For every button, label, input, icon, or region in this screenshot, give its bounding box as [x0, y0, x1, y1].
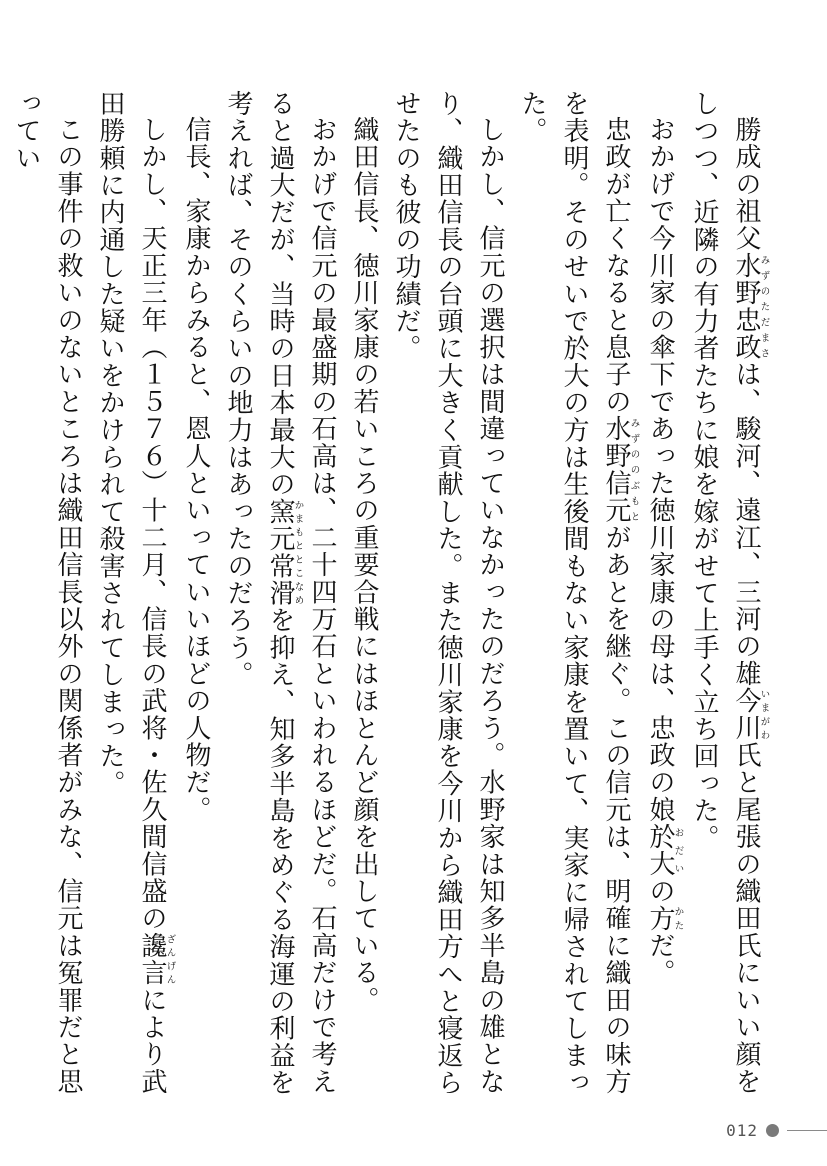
text-run: 織田信長、徳川家康の若いころの重要合戦にはほとんど顔を出している。	[349, 116, 379, 1014]
furigana-reading: いまがわ	[758, 687, 770, 742]
text-run: 氏と尾張の織田氏にいい顔をしつつ、近隣の有力者たちに娘を嫁がせて上手く立ち回った。	[689, 90, 761, 1096]
paragraph	[511, 90, 639, 1110]
ruby-base: 方	[645, 904, 675, 933]
text-run: 勝成の祖父	[731, 116, 761, 252]
page-footer	[726, 1121, 827, 1140]
text-run: だ。	[645, 932, 675, 987]
paragraph	[343, 90, 385, 1110]
text-run: により武田勝頼に内通した疑いをかけられて殺害されてしまった。	[95, 90, 167, 1096]
furigana-reading: みずのただまさ	[758, 252, 770, 361]
furigana-reading: かまもととこなめ	[292, 498, 304, 607]
furigana-word	[645, 904, 684, 933]
paragraph	[89, 90, 175, 1110]
page-dot-icon	[766, 1124, 779, 1137]
furigana-word	[645, 823, 684, 878]
furigana-word	[731, 687, 770, 742]
paragraph	[217, 90, 343, 1110]
text-run: おかげで今川家の傘下であった徳川家康の母は、忠政の娘	[645, 116, 675, 824]
furigana-word	[137, 932, 176, 987]
text-run: この事件の救いのないところは織田信長以外の関係者がみな、信元は冤罪だと思ってい	[11, 90, 83, 1096]
furigana-reading: かた	[672, 904, 684, 933]
text-run: の	[645, 877, 675, 905]
text-run: しかし、信元の選択は間違っていなかったのだろう。水野家は知多半島の雄となり、織田信長の台頭に大きく貢献した。また徳川家康を今川から織田方へと寝返らせたのも彼の功績だ。	[391, 90, 505, 1097]
paragraph	[639, 90, 683, 1110]
furigana-word	[265, 498, 304, 607]
vertical-text-body	[11, 90, 770, 1110]
text-run: を抑え、知多半島をめぐる海運の利益を考えれば、そのくらいの地力はあったのだろう。	[223, 90, 295, 1097]
paragraph	[5, 90, 89, 1110]
ruby-base: 水野忠政	[731, 252, 761, 361]
furigana-reading: みずののぶもと	[628, 415, 640, 525]
paragraph	[175, 90, 217, 1110]
ruby-base: 水野信元	[601, 415, 631, 525]
furigana-word	[601, 415, 640, 525]
ruby-base: 於大	[645, 823, 675, 878]
text-run: があとを継ぐ。この信元は、明確に織田の味方を表明。そのせいで於大の方は生後間もない家康を置いて、実家に帰されてしまった。	[517, 90, 631, 1097]
furigana-reading: ざんげん	[164, 932, 176, 987]
furigana-reading: おだい	[672, 823, 684, 878]
text-run: 忠政が亡くなると息子の	[601, 116, 631, 416]
text-run: は、駿河、遠江、三河の雄	[731, 360, 761, 688]
text-run: しかし、天正三年（１５７６）十二月、信長の武将・佐久間信盛の	[137, 116, 167, 932]
page-number: 012	[726, 1121, 758, 1140]
ruby-base: 今川	[731, 687, 761, 742]
ruby-base: 讒言	[137, 932, 167, 987]
paragraph	[385, 90, 511, 1110]
paragraph	[683, 90, 769, 1110]
furigana-word	[731, 252, 770, 361]
text-run: おかげで信元の最盛期の石高は、二十四万石といわれるほどだ。石高だけで考えると過大だが、当時の日本最大の	[265, 90, 337, 1096]
text-run: 信長、家康からみると、恩人といっていいほどの人物だ。	[181, 116, 211, 824]
ruby-base: 窯元常滑	[265, 498, 295, 607]
footer-rule	[787, 1130, 827, 1131]
